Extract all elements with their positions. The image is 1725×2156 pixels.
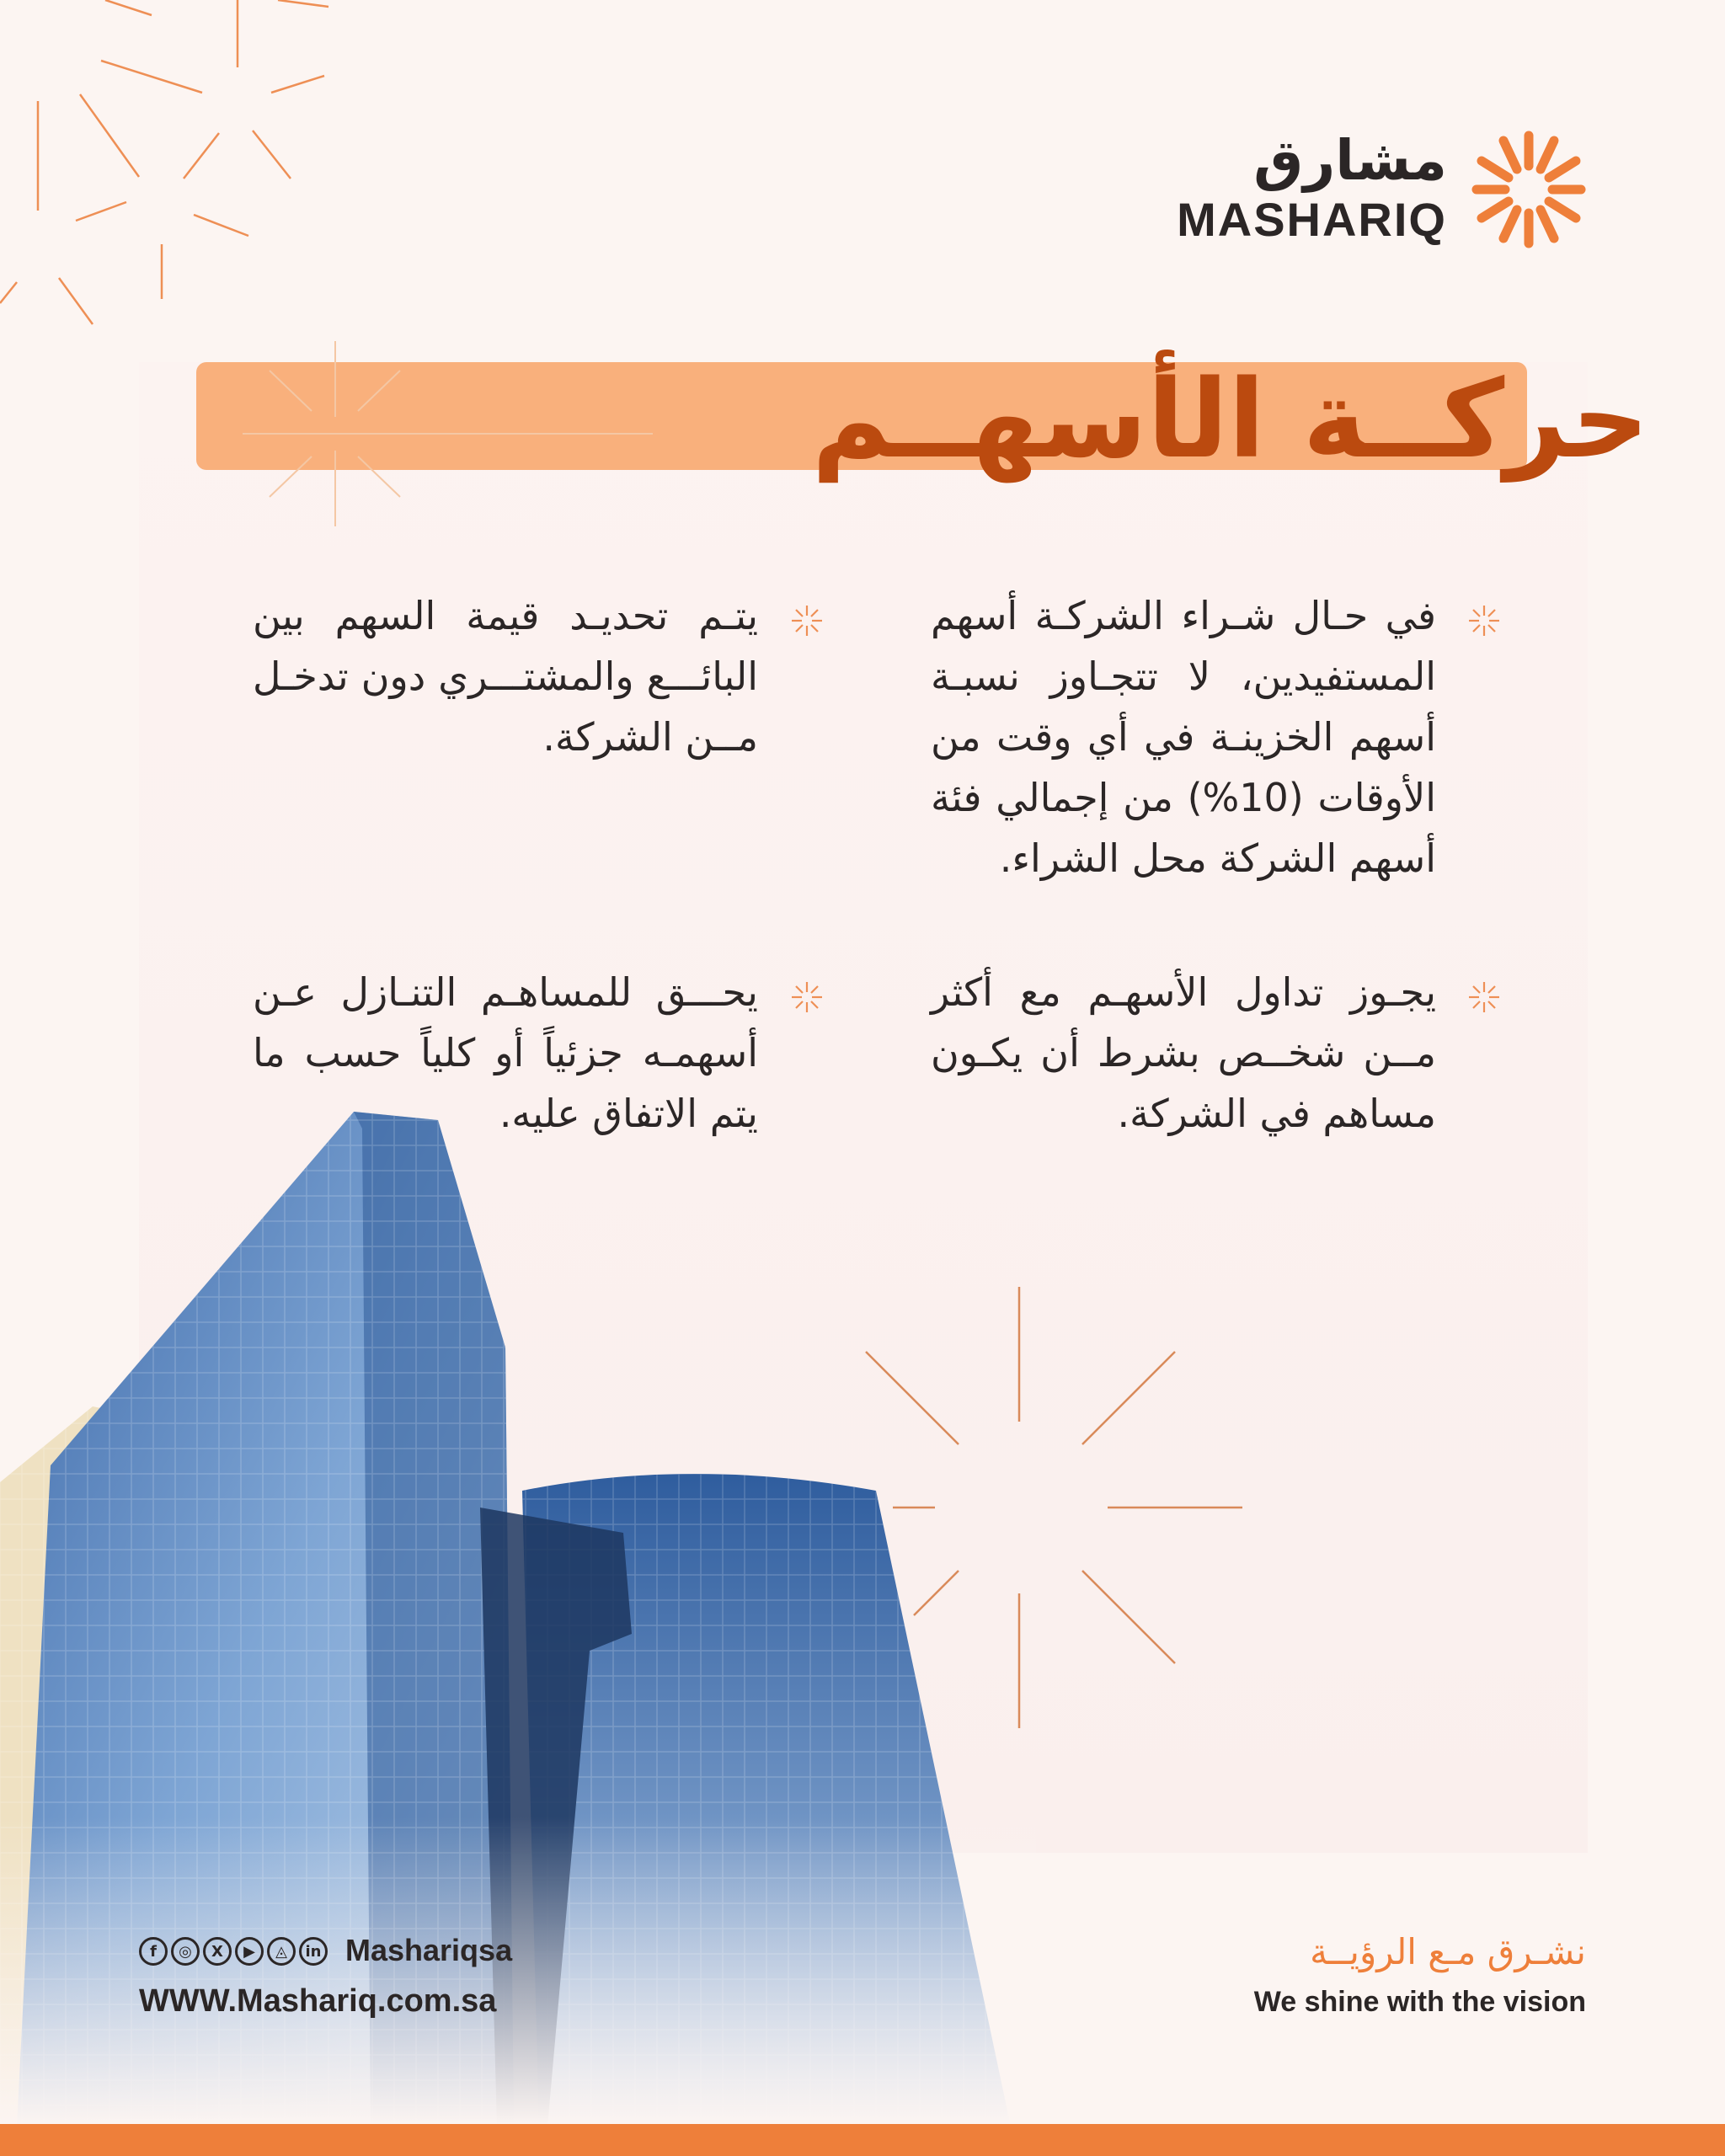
slogan-arabic: نشـرق مـع الرؤيــة <box>1310 1931 1586 1972</box>
slogan-english: We shine with the vision <box>1253 1986 1586 2018</box>
building-image <box>0 1095 1036 2127</box>
star-bullet-icon <box>1466 602 1503 639</box>
facebook-icon[interactable]: f <box>139 1937 168 1966</box>
social-handle: Mashariqsa <box>345 1933 513 1967</box>
youtube-icon[interactable]: ▶ <box>235 1937 264 1966</box>
star-bullet-icon <box>788 602 825 639</box>
bullet-text: يحـــق للمساهـم التنـازل عـن أسهمـه جزئياً أو كلياً حسب ما <box>253 969 758 1075</box>
bullet-text: يتـم تحديـد قيمة السهم بين البائـــع والمشتـــري دون تدخـل مــن الشركة. <box>253 593 758 760</box>
snapchat-icon[interactable]: ◬ <box>267 1937 296 1966</box>
x-icon[interactable]: X <box>203 1937 232 1966</box>
bullet-text: في حـال شـراء الشركـة أسهم المستفيدين، لا تتجـاوز نسبـة أسهم الخزينـة في أي وقت من الأوقات (10%) من إجمالي فئة أسهم الشركة محل الشراء. <box>931 593 1436 881</box>
decorative-sunburst-top-left <box>0 0 354 337</box>
logo-arabic-text: مشارق <box>1253 128 1447 193</box>
star-bullet-icon <box>788 979 825 1016</box>
star-bullet-icon <box>1466 979 1503 1016</box>
bullet-text: يجـوز تداول الأسهـم مع أكثر مــن شخــص بشرط أن يكـون مساهم في الشركة. <box>931 969 1436 1136</box>
website-link[interactable]: WWW.Mashariq.com.sa <box>139 1983 497 2019</box>
social-icons-row <box>139 1937 328 1971</box>
decorative-sunburst-title <box>240 337 670 531</box>
bottom-accent-bar <box>0 2124 1725 2156</box>
sunburst-icon <box>1470 131 1588 248</box>
logo-english-text: MASHARIQ <box>1177 193 1447 246</box>
instagram-icon[interactable]: ◎ <box>171 1937 200 1966</box>
page-title: حركــة الأسهــم <box>811 357 1649 483</box>
linkedin-icon[interactable]: in <box>299 1937 328 1966</box>
